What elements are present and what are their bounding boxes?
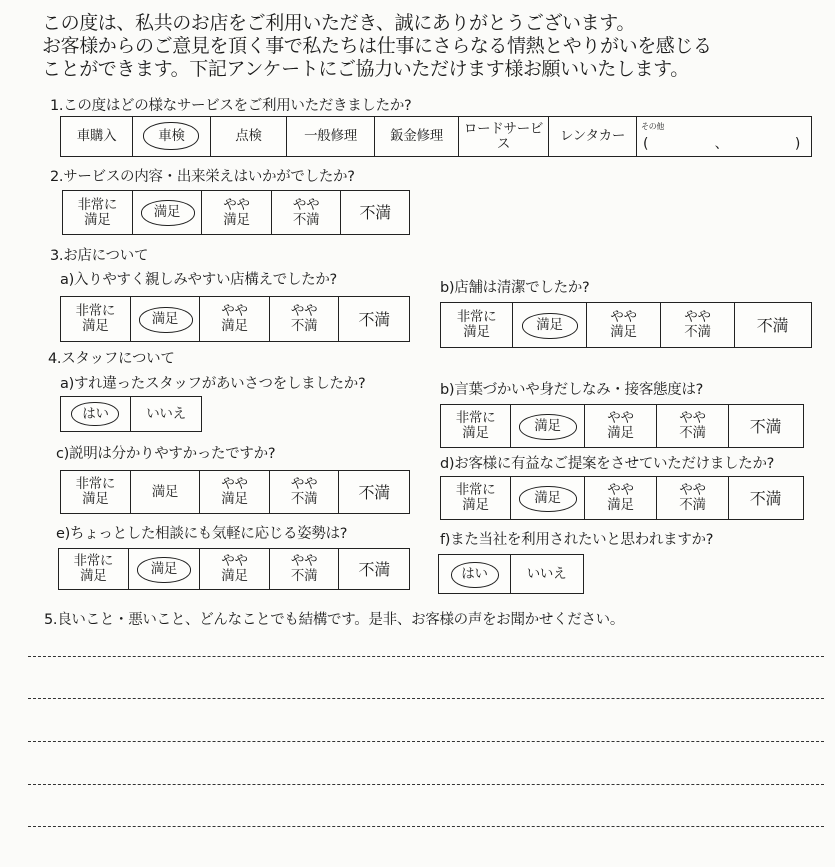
q4a-options [60, 396, 202, 432]
q4b-options [440, 404, 804, 448]
q4e-option-dissatisfied[interactable]: 不満 [358, 559, 390, 579]
q2-options [62, 190, 410, 235]
q2-option-label: 満足 [153, 204, 181, 220]
q4e-option-very-satisfied[interactable]: 非常に 満足 [59, 549, 129, 589]
q4d-options [440, 476, 804, 520]
q1-other-label: その他 [641, 122, 665, 131]
intro-line-2: お客様からのご意見を頂く事で私たちは仕事にさらなる情熱とやりがいを感じる [42, 35, 712, 57]
comment-line [28, 741, 824, 742]
q2-option-very-satisfied[interactable]: 非常に 満足 [63, 191, 133, 234]
q4d-title: d)お客様に有益なご提案をさせていただけましたか? [440, 456, 775, 472]
q3b-option-very-satisfied[interactable]: 非常に 満足 [441, 303, 513, 347]
q4e-option-label: 満足 [150, 560, 178, 577]
q3b-option-dissatisfied[interactable]: 不満 [756, 315, 789, 335]
q4f-option-yes[interactable] [439, 555, 511, 593]
q4b-option-label: 満足 [534, 417, 561, 434]
q4b-title: b)言葉づかいや身だしなみ・接客態度は? [440, 382, 704, 398]
q4d-option-satisfied[interactable] [511, 477, 585, 519]
q3a-option-very-satisfied[interactable]: 非常に 満足 [61, 297, 131, 341]
q4c-option-dissatisfied[interactable]: 不満 [358, 482, 390, 502]
q4-title: 4.スタッフについて [48, 351, 175, 367]
q3a-option-satisfied[interactable] [131, 297, 201, 341]
q1-other-open-paren: ( [643, 136, 649, 152]
q2-option-somewhat-satisfied[interactable]: やや 満足 [202, 191, 272, 234]
q4e-option-satisfied[interactable] [129, 549, 201, 589]
q1-options [60, 116, 812, 157]
q2-option-satisfied[interactable] [133, 191, 203, 234]
comment-line [28, 784, 824, 785]
q3b-option-satisfied[interactable] [513, 303, 587, 347]
q2-option-somewhat-dissatisfied[interactable]: やや 不満 [272, 191, 342, 234]
q3a-title: a)入りやすく親しみやすい店構えでしたか? [60, 272, 337, 288]
q3-title: 3.お店について [50, 248, 149, 264]
q4f-option-no[interactable]: いいえ [526, 565, 567, 582]
q1-option-other[interactable] [637, 117, 810, 156]
q1-option-label: 車検 [158, 128, 185, 144]
q3b-option-somewhat-satisfied[interactable]: やや 満足 [587, 303, 661, 347]
comment-line [28, 656, 824, 657]
q4a-title: a)すれ違ったスタッフがあいさつをしましたか? [60, 376, 366, 392]
q1-title: 1.この度はどの様なサービスをご利用いただきましたか? [50, 98, 412, 114]
intro-line-1: この度は、私共のお店をご利用いただき、誠にありがとうございます。 [42, 12, 635, 34]
q4e-option-somewhat-satisfied[interactable]: やや 満足 [200, 549, 270, 589]
q3a-option-dissatisfied[interactable]: 不満 [358, 309, 390, 329]
q4a-option-no[interactable]: いいえ [146, 405, 186, 422]
q4b-option-somewhat-satisfied[interactable]: やや 満足 [585, 405, 657, 447]
q5-title: 5.良いこと・悪いこと、どんなことでも結構です。是非、お客様の声をお聞かせください。 [44, 612, 625, 628]
intro-text [42, 12, 827, 81]
q3b-options [440, 302, 812, 348]
q1-other-close-paren: ) [794, 136, 800, 152]
q4f-options [438, 554, 584, 594]
comment-line [28, 826, 824, 827]
q4b-option-very-satisfied[interactable]: 非常に 満足 [441, 405, 511, 447]
q4e-options [58, 548, 410, 590]
q1-option-rental-car[interactable]: レンタカー [549, 117, 637, 156]
q1-option-inspection[interactable] [133, 117, 211, 156]
q1-option-checkup[interactable]: 点検 [211, 117, 287, 156]
intro-line-3: ことができます。下記アンケートにご協力いただけます様お願いいたします。 [42, 58, 689, 80]
q3b-option-somewhat-dissatisfied[interactable]: やや 不満 [661, 303, 735, 347]
q1-other-field[interactable] [643, 137, 800, 152]
q4d-option-label: 満足 [534, 489, 561, 506]
q4b-option-dissatisfied[interactable]: 不満 [749, 416, 782, 436]
q4f-option-label: はい [461, 565, 488, 582]
q4d-option-somewhat-satisfied[interactable]: やや 満足 [585, 477, 657, 519]
q2-option-dissatisfied[interactable]: 不満 [359, 203, 391, 222]
q1-option-road-service[interactable]: ロードサービス [459, 117, 549, 156]
q4e-option-somewhat-dissatisfied[interactable]: やや 不満 [270, 549, 340, 589]
q1-option-sheet-metal-repair[interactable]: 鈑金修理 [375, 117, 459, 156]
q3b-title: b)店舗は清潔でしたか? [440, 280, 590, 296]
comment-line [28, 698, 824, 699]
q4c-option-somewhat-dissatisfied[interactable]: やや 不満 [270, 471, 340, 513]
q4a-option-yes[interactable] [61, 397, 131, 431]
q4e-title: e)ちょっとした相談にも気軽に応じる姿勢は? [56, 526, 348, 542]
q4c-option-somewhat-satisfied[interactable]: やや 満足 [200, 471, 270, 513]
q4a-option-label: はい [82, 405, 109, 422]
q4b-option-somewhat-dissatisfied[interactable]: やや 不満 [657, 405, 729, 447]
q3b-option-label: 満足 [536, 316, 563, 333]
q1-option-general-repair[interactable]: 一般修理 [287, 117, 375, 156]
q3a-option-somewhat-dissatisfied[interactable]: やや 不満 [270, 297, 340, 341]
q3a-options [60, 296, 410, 342]
q4c-options [60, 470, 410, 514]
q4f-title: f)また当社を利用されたいと思われますか? [440, 532, 714, 548]
q3a-option-label: 満足 [151, 310, 179, 327]
q4c-option-satisfied[interactable]: 満足 [131, 471, 201, 513]
q4d-option-very-satisfied[interactable]: 非常に 満足 [441, 477, 511, 519]
q1-other-mark: 、 [714, 136, 729, 152]
q1-option-car-purchase[interactable]: 車購入 [61, 117, 133, 156]
q3a-option-somewhat-satisfied[interactable]: やや 満足 [200, 297, 270, 341]
q4d-option-dissatisfied[interactable]: 不満 [749, 488, 782, 508]
q4b-option-satisfied[interactable] [511, 405, 585, 447]
q4c-option-very-satisfied[interactable]: 非常に 満足 [61, 471, 131, 513]
q2-title: 2.サービスの内容・出来栄えはいかがでしたか? [50, 169, 355, 185]
q4d-option-somewhat-dissatisfied[interactable]: やや 不満 [657, 477, 729, 519]
q4c-title: c)説明は分かりやすかったですか? [56, 446, 276, 462]
